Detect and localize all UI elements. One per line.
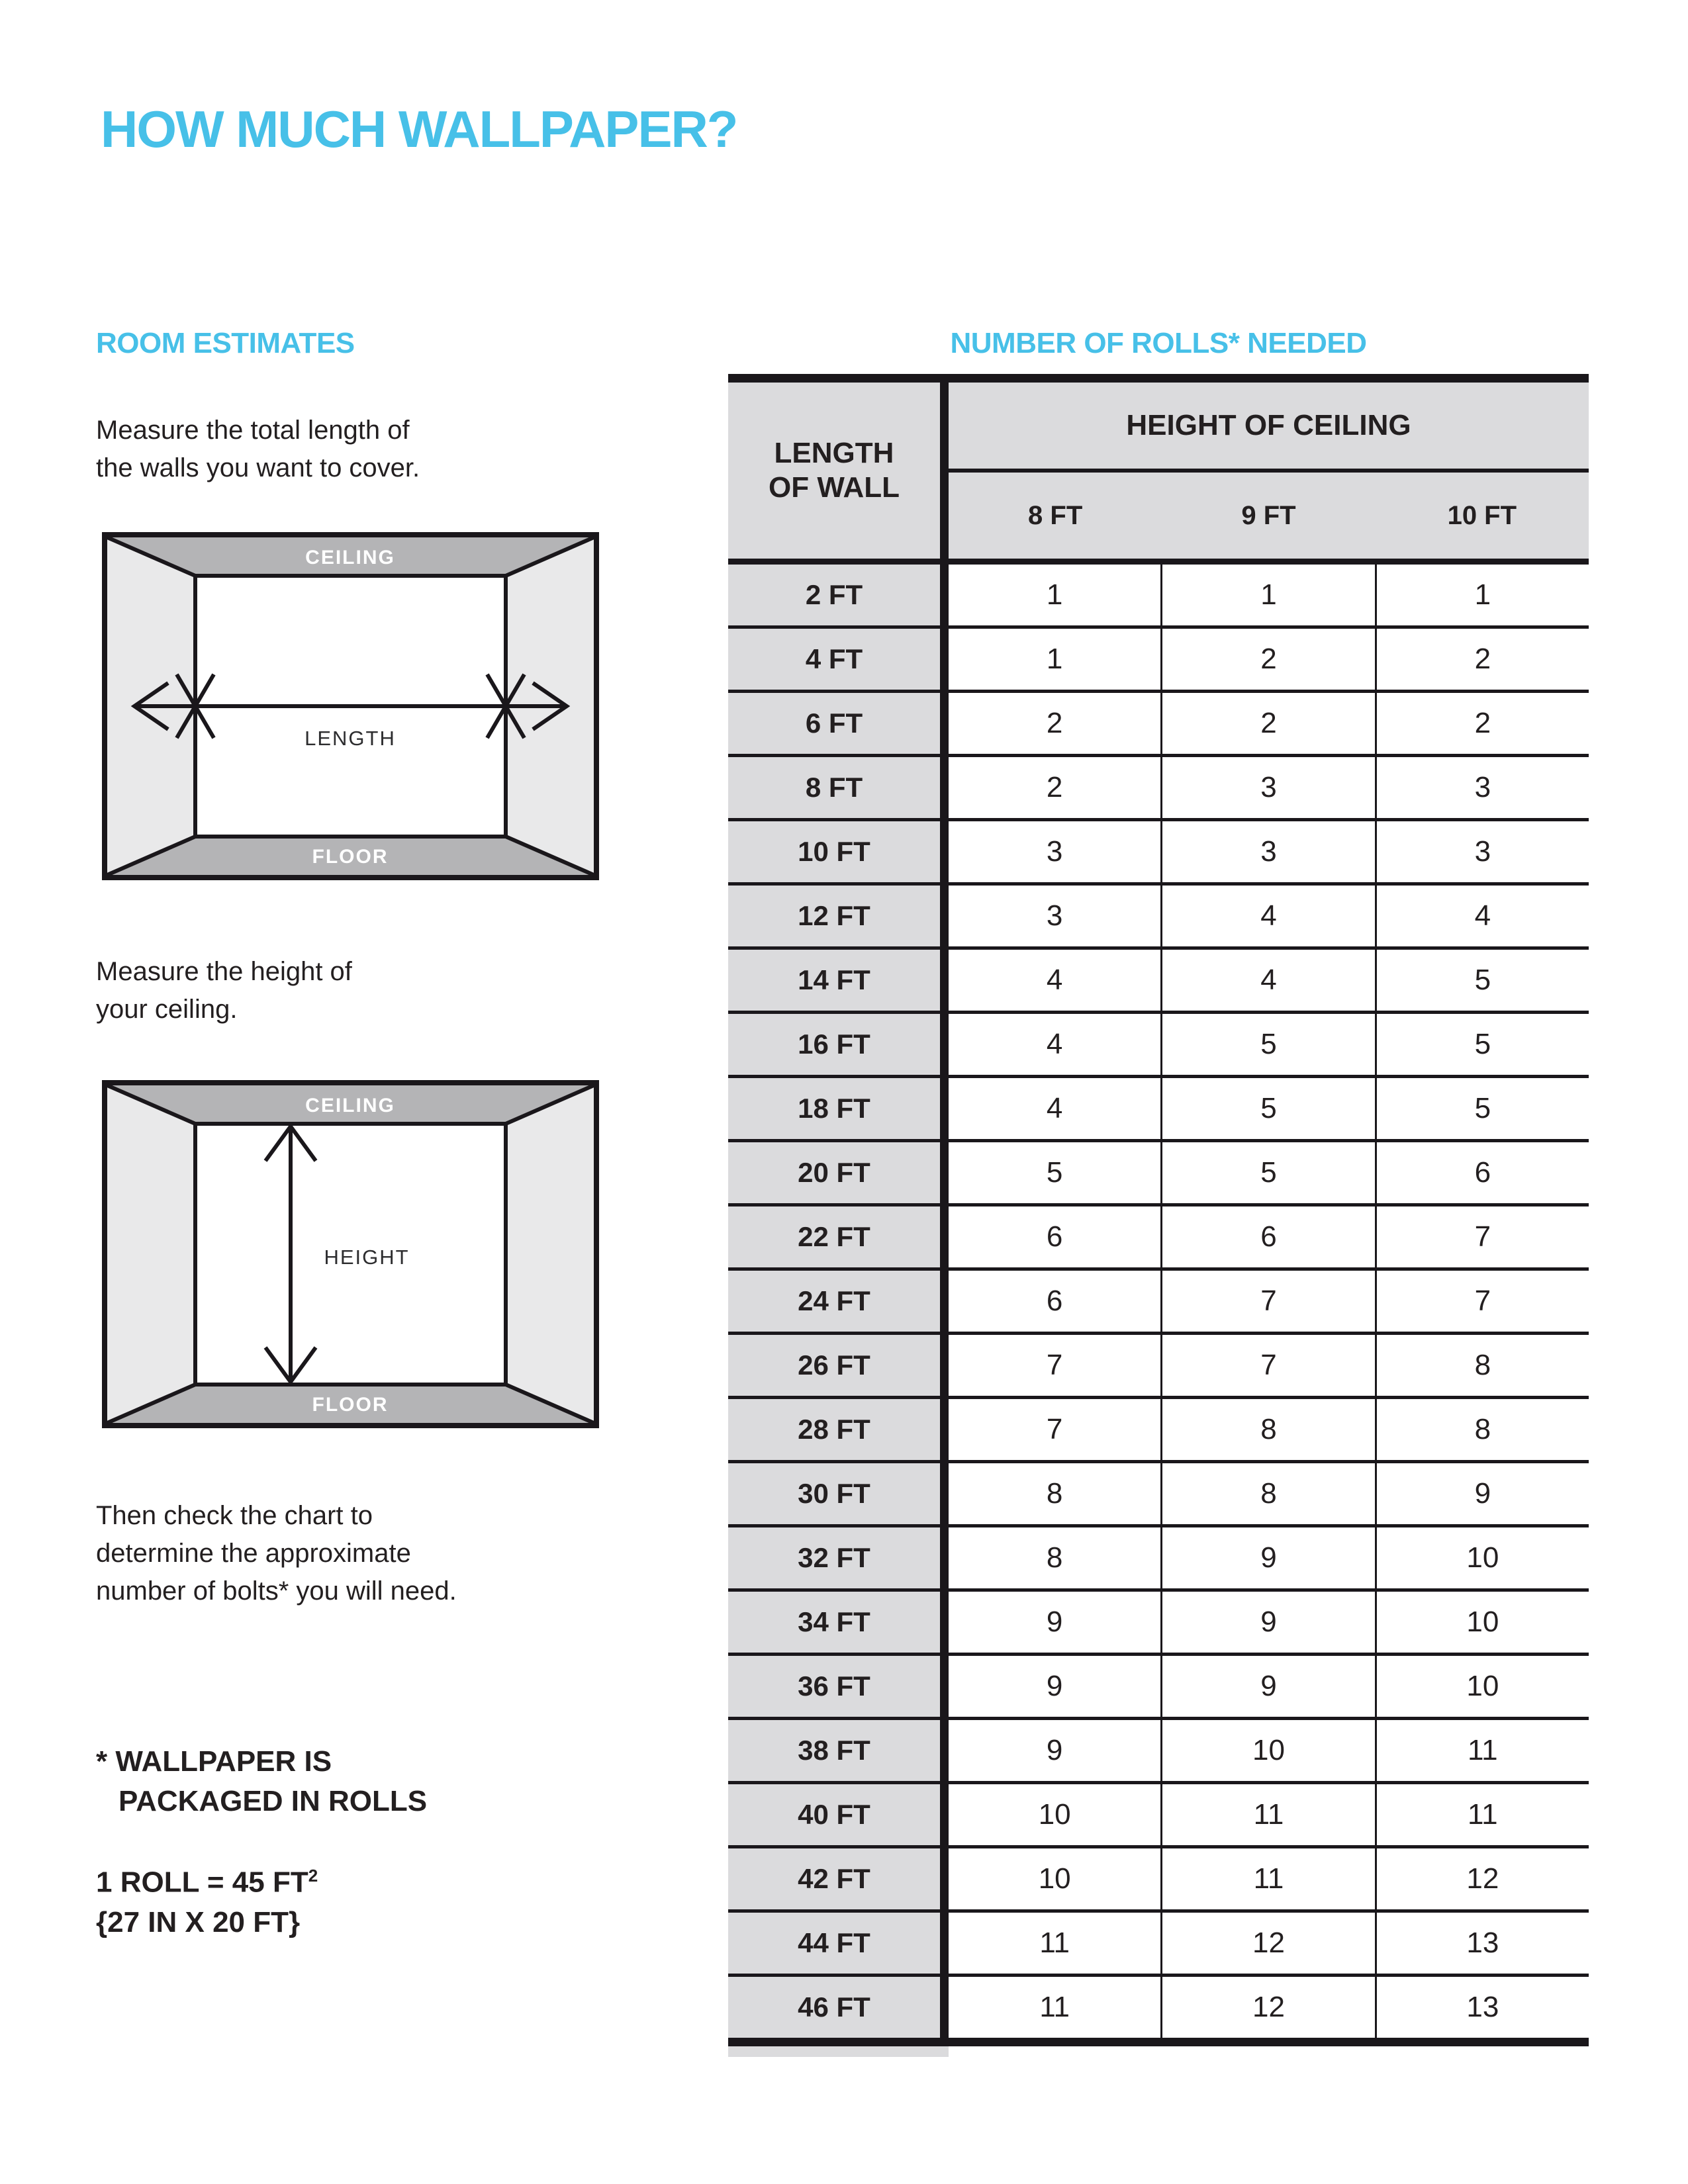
height-label: HEIGHT [324, 1246, 410, 1269]
row-values [949, 1977, 1589, 2038]
rolls-count-cell: 5 [1375, 1078, 1589, 1139]
wall-length-label: 16 FT [728, 1014, 949, 1075]
row-values [949, 1592, 1589, 1653]
row-values [949, 1913, 1589, 1974]
rolls-count-cell: 5 [1046, 1156, 1063, 1189]
row-values [949, 886, 1589, 946]
length-label: LENGTH [305, 727, 396, 750]
table-row [728, 1848, 1589, 1913]
wall-length-label: 46 FT [728, 1977, 949, 2038]
rolls-count-cell: 12 [1160, 1977, 1374, 2038]
table-row [728, 1977, 1589, 2038]
rolls-count-cell: 9 [1160, 1592, 1374, 1653]
wall-length-label: 14 FT [728, 950, 949, 1011]
instruction-line: Measure the height of [96, 957, 352, 986]
roll-size-info [96, 1856, 318, 1942]
rolls-count-cell: 3 [1375, 757, 1589, 818]
table-row [728, 886, 1589, 950]
ceiling-label: CEILING [305, 547, 395, 569]
table-row [728, 1720, 1589, 1784]
wall-length-label: 2 FT [728, 565, 949, 625]
row-values [949, 1206, 1589, 1267]
wall-length-label: 30 FT [728, 1463, 949, 1524]
row-values [949, 1848, 1589, 1909]
rolls-count-cell: 6 [1160, 1206, 1374, 1267]
table-row [728, 693, 1589, 757]
rolls-count-cell: 1 [1046, 578, 1063, 611]
rolls-count-cell: 9 [1375, 1463, 1589, 1524]
rolls-count-cell: 6 [1375, 1142, 1589, 1203]
floor-label: FLOOR [312, 846, 389, 868]
rolls-count-cell: 1 [1375, 565, 1589, 625]
rolls-count-cell: 8 [1046, 1477, 1063, 1510]
wall-length-label: 4 FT [728, 629, 949, 690]
rolls-count-cell: 5 [1375, 1014, 1589, 1075]
wall-length-label: 12 FT [728, 886, 949, 946]
rolls-count-cell: 7 [1375, 1271, 1589, 1332]
wall-length-label: 32 FT [728, 1527, 949, 1588]
row-values [949, 693, 1589, 754]
wall-length-label: 22 FT [728, 1206, 949, 1267]
rolls-count-cell: 7 [1160, 1271, 1374, 1332]
rolls-count-cell: 11 [1375, 1784, 1589, 1845]
ceiling-height-column-header: 8 FT [1028, 500, 1083, 530]
rolls-count-cell: 5 [1160, 1142, 1374, 1203]
table-row [728, 629, 1589, 693]
row-values [949, 1014, 1589, 1075]
room-length-diagram [102, 532, 599, 880]
column-group-header: HEIGHT OF CEILING [949, 383, 1589, 473]
row-values [949, 1078, 1589, 1139]
rolls-count-cell: 3 [1046, 899, 1063, 932]
table-row [728, 1399, 1589, 1463]
footnote-line: PACKAGED IN ROLLS [118, 1785, 428, 1817]
rolls-count-cell: 11 [1160, 1848, 1374, 1909]
rolls-count-cell: 7 [1375, 1206, 1589, 1267]
rolls-count-cell: 8 [1046, 1541, 1063, 1574]
table-gray-tail [728, 2046, 949, 2057]
rolls-count-cell: 9 [1160, 1527, 1374, 1588]
instruction-line: the walls you want to cover. [96, 453, 420, 482]
row-values [949, 1142, 1589, 1203]
wall-length-label: 24 FT [728, 1271, 949, 1332]
row-values [949, 1527, 1589, 1588]
rolls-count-cell: 13 [1375, 1977, 1589, 2038]
row-values [949, 1271, 1589, 1332]
row-values [949, 565, 1589, 625]
rolls-count-cell: 5 [1160, 1078, 1374, 1139]
table-row [728, 1014, 1589, 1078]
rolls-count-cell: 7 [1160, 1335, 1374, 1396]
table-row [728, 1527, 1589, 1592]
wall-length-label: 28 FT [728, 1399, 949, 1460]
rolls-count-cell: 2 [1046, 771, 1063, 803]
instruction-line: number of bolts* you will need. [96, 1576, 457, 1606]
wall-length-label: 36 FT [728, 1656, 949, 1717]
rolls-count-cell: 9 [1160, 1656, 1374, 1717]
instruction-line: Measure the total length of [96, 416, 410, 445]
wall-length-label: 6 FT [728, 693, 949, 754]
rolls-count-cell: 9 [1046, 1670, 1063, 1702]
table-row [728, 1142, 1589, 1206]
wall-length-label: 42 FT [728, 1848, 949, 1909]
row-values [949, 950, 1589, 1011]
rolls-count-cell: 8 [1160, 1399, 1374, 1460]
table-bottom-rule [728, 2038, 1589, 2046]
table-row [728, 1784, 1589, 1848]
rolls-count-cell: 10 [1375, 1656, 1589, 1717]
rolls-count-cell: 3 [1160, 757, 1374, 818]
table-row [728, 1913, 1589, 1977]
instruction-step2 [96, 953, 352, 1028]
row-values [949, 1720, 1589, 1781]
row-group-header: LENGTH OF WALL [728, 383, 949, 559]
wall-length-label: 38 FT [728, 1720, 949, 1781]
rolls-count-cell: 2 [1375, 629, 1589, 690]
squared-superscript: 2 [308, 1866, 318, 1886]
rolls-count-cell: 2 [1160, 629, 1374, 690]
table-row [728, 1078, 1589, 1142]
rolls-count-cell: 9 [1046, 1606, 1063, 1638]
roll-dimensions-line: {27 IN X 20 FT} [96, 1905, 301, 1938]
rolls-count-cell: 9 [1046, 1734, 1063, 1766]
rolls-count-cell: 12 [1160, 1913, 1374, 1974]
rolls-needed-heading: NUMBER OF ROLLS* NEEDED [950, 327, 1367, 359]
roll-size-line: 1 ROLL = 45 $FT^2$ [96, 1866, 318, 1899]
rolls-count-cell: 1 [1046, 643, 1063, 675]
table-row [728, 950, 1589, 1014]
table-row [728, 1271, 1589, 1335]
instruction-line: your ceiling. [96, 995, 238, 1024]
rolls-count-cell: 4 [1046, 1028, 1063, 1060]
rolls-count-cell: 12 [1375, 1848, 1589, 1909]
table-row [728, 1656, 1589, 1720]
rolls-count-cell: 11 [1039, 1991, 1070, 2023]
rolls-count-cell: 4 [1046, 964, 1063, 996]
wall-length-label: 44 FT [728, 1913, 949, 1974]
row-values [949, 1463, 1589, 1524]
wall-length-label: 34 FT [728, 1592, 949, 1653]
table-row [728, 757, 1589, 821]
column-group [949, 383, 1589, 559]
instruction-line: Then check the chart to [96, 1501, 373, 1530]
wall-length-label: 8 FT [728, 757, 949, 818]
rolls-count-cell: 3 [1375, 821, 1589, 882]
left-wall-face [107, 1085, 195, 1423]
rolls-count-cell: 6 [1046, 1220, 1063, 1253]
rolls-count-cell: 7 [1046, 1349, 1063, 1381]
ceiling-label: CEILING [305, 1095, 395, 1116]
wall-length-label: 40 FT [728, 1784, 949, 1845]
row-values [949, 1399, 1589, 1460]
instruction-step1 [96, 412, 420, 487]
table-top-rule [728, 374, 1589, 383]
rolls-count-cell: 8 [1375, 1335, 1589, 1396]
ceiling-height-columns [949, 473, 1589, 559]
rolls-count-cell: 2 [1046, 707, 1063, 739]
rolls-count-cell: 13 [1375, 1913, 1589, 1974]
table-row [728, 1592, 1589, 1656]
row-values [949, 1335, 1589, 1396]
rolls-count-cell: 11 [1375, 1720, 1589, 1781]
rolls-count-cell: 3 [1160, 821, 1374, 882]
page-title: HOW MUCH WALLPAPER? [101, 100, 737, 158]
table-header [728, 383, 1589, 565]
rolls-count-cell: 2 [1375, 693, 1589, 754]
table-row [728, 1463, 1589, 1527]
table-row [728, 1206, 1589, 1271]
right-wall-face [506, 1085, 594, 1423]
rolls-count-cell: 4 [1046, 1092, 1063, 1124]
rolls-count-cell: 8 [1160, 1463, 1374, 1524]
rolls-count-cell: 10 [1375, 1592, 1589, 1653]
rolls-count-cell: 11 [1039, 1927, 1070, 1959]
wall-length-label: 10 FT [728, 821, 949, 882]
wall-length-label: 18 FT [728, 1078, 949, 1139]
rolls-count-cell: 10 [1038, 1798, 1071, 1831]
room-estimates-heading: ROOM ESTIMATES [96, 327, 355, 359]
rolls-count-cell: 10 [1038, 1862, 1071, 1895]
row-values [949, 629, 1589, 690]
row-values [949, 821, 1589, 882]
footnote-line: * WALLPAPER IS [96, 1745, 332, 1778]
ceiling-height-column-header: 10 FT [1447, 500, 1517, 530]
rolls-count-cell: 11 [1160, 1784, 1374, 1845]
table-row [728, 821, 1589, 886]
table-row [728, 1335, 1589, 1399]
rolls-count-cell: 2 [1160, 693, 1374, 754]
instruction-step3 [96, 1497, 457, 1610]
rolls-count-cell: 4 [1375, 886, 1589, 946]
rolls-needed-table [728, 374, 1589, 2057]
row-values [949, 1784, 1589, 1845]
rolls-count-cell: 7 [1046, 1413, 1063, 1445]
rolls-count-cell: 5 [1375, 950, 1589, 1011]
room-height-diagram [102, 1080, 599, 1428]
wall-length-label: 20 FT [728, 1142, 949, 1203]
rolls-count-cell: 4 [1160, 886, 1374, 946]
instruction-line: determine the approximate [96, 1539, 411, 1568]
rolls-count-cell: 3 [1046, 835, 1063, 868]
rolls-count-cell: 10 [1160, 1720, 1374, 1781]
rolls-count-cell: 4 [1160, 950, 1374, 1011]
rolls-count-cell: 8 [1375, 1399, 1589, 1460]
row-values [949, 757, 1589, 818]
rolls-count-cell: 10 [1375, 1527, 1589, 1588]
wall-length-label: 26 FT [728, 1335, 949, 1396]
ceiling-height-column-header: 9 FT [1241, 500, 1296, 530]
table-body [728, 565, 1589, 2038]
rolls-count-cell: 5 [1160, 1014, 1374, 1075]
floor-label: FLOOR [312, 1394, 389, 1416]
table-row [728, 565, 1589, 629]
wallpaper-rolls-footnote [96, 1742, 427, 1821]
rolls-count-cell: 6 [1046, 1285, 1063, 1317]
rolls-count-cell: 1 [1160, 565, 1374, 625]
row-values [949, 1656, 1589, 1717]
